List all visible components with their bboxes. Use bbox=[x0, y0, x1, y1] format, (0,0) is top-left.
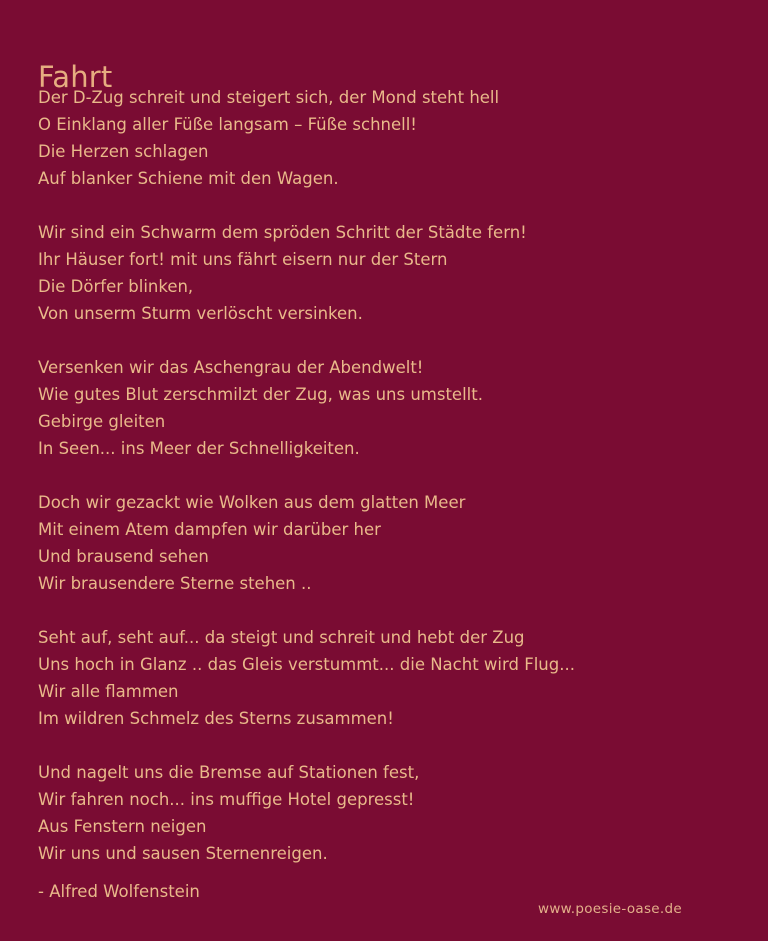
poem-line: Und nagelt uns die Bremse auf Stationen fest, bbox=[38, 763, 420, 782]
poem-line: In Seen... ins Meer der Schnelligkeiten. bbox=[38, 439, 360, 458]
poem-line: Aus Fenstern neigen bbox=[38, 817, 207, 836]
poem-line: Doch wir gezackt wie Wolken aus dem glatten Meer bbox=[38, 493, 466, 512]
poem-line: O Einklang aller Füße langsam – Füße schnell! bbox=[38, 115, 417, 134]
poem-author: - Alfred Wolfenstein bbox=[38, 882, 200, 901]
poem-title: Fahrt bbox=[38, 60, 113, 95]
stanza bbox=[38, 759, 728, 867]
poem-line: Versenken wir das Aschengrau der Abendwelt! bbox=[38, 358, 424, 377]
poem-line: Auf blanker Schiene mit den Wagen. bbox=[38, 169, 339, 188]
stanza bbox=[38, 489, 728, 597]
poem-line: Wir fahren noch... ins muffige Hotel gepresst! bbox=[38, 790, 415, 809]
poem-line: Im wildren Schmelz des Sterns zusammen! bbox=[38, 709, 394, 728]
poem-line: Gebirge gleiten bbox=[38, 412, 166, 431]
poem-line: Die Herzen schlagen bbox=[38, 142, 209, 161]
poem-line: Wir uns und sausen Sternenreigen. bbox=[38, 844, 328, 863]
poem-body bbox=[38, 84, 728, 894]
poem-line: Seht auf, seht auf... da steigt und schreit und hebt der Zug bbox=[38, 628, 525, 647]
poem-line: Von unserm Sturm verlöscht versinken. bbox=[38, 304, 363, 323]
stanza bbox=[38, 219, 728, 327]
stanza bbox=[38, 624, 728, 732]
poem-line: Und brausend sehen bbox=[38, 547, 209, 566]
poem-line: Wir sind ein Schwarm dem spröden Schritt der Städte fern! bbox=[38, 223, 527, 242]
stanza bbox=[38, 84, 728, 192]
stanza bbox=[38, 354, 728, 462]
poem-line: Die Dörfer blinken, bbox=[38, 277, 194, 296]
poem-line: Wie gutes Blut zerschmilzt der Zug, was uns umstellt. bbox=[38, 385, 483, 404]
poem-line: Wir alle flammen bbox=[38, 682, 179, 701]
website-watermark: www.poesie-oase.de bbox=[538, 901, 682, 917]
poem-line: Wir brausendere Sterne stehen .. bbox=[38, 574, 312, 593]
poem-line: Der D-Zug schreit und steigert sich, der Mond steht hell bbox=[38, 88, 500, 107]
poem-line: Mit einem Atem dampfen wir darüber her bbox=[38, 520, 381, 539]
poem-line: Uns hoch in Glanz .. das Gleis verstummt... die Nacht wird Flug... bbox=[38, 655, 575, 674]
poem-line: Ihr Häuser fort! mit uns fährt eisern nur der Stern bbox=[38, 250, 448, 269]
